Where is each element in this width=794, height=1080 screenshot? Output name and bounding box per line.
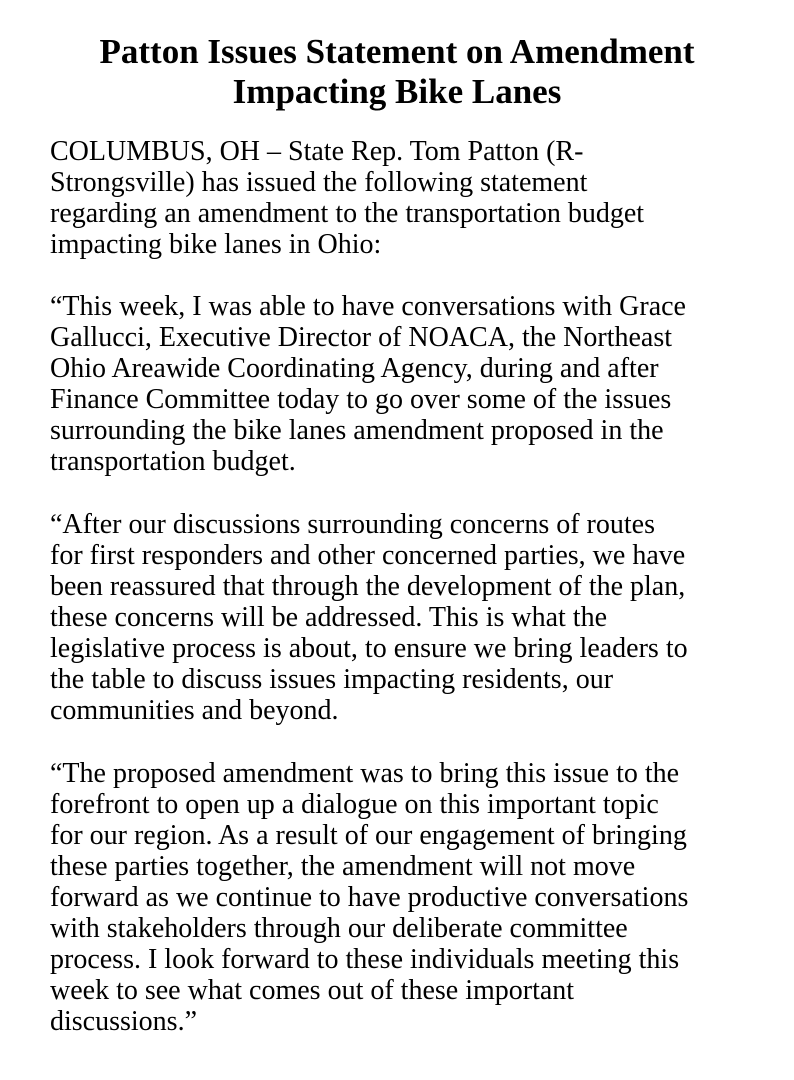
text-line: process. I look forward to these individuals meeting this (50, 944, 680, 975)
text-line: communities and beyond. (50, 695, 339, 726)
headline-line-2: Impacting Bike Lanes (232, 72, 562, 111)
text-line: been reassured that through the development of the plan, (50, 571, 686, 602)
text-line: impacting bike lanes in Ohio: (50, 229, 382, 260)
text-line: Ohio Areawide Coordinating Agency, during and after (50, 353, 659, 384)
text-line: with stakeholders through our deliberate committee (50, 913, 628, 944)
text-line: these concerns will be addressed. This is what the (50, 602, 608, 633)
text-line: for first responders and other concerned parties, we have (50, 540, 686, 571)
text-line: the table to discuss issues impacting residents, our (50, 664, 614, 695)
text-line: Gallucci, Executive Director of NOACA, the Northeast (50, 322, 673, 353)
text-line: Strongsville) has issued the following statement (50, 167, 588, 198)
text-line: forefront to open up a dialogue on this important topic (50, 789, 659, 820)
text-line: legislative process is about, to ensure we bring leaders to (50, 633, 688, 664)
text-line: these parties together, the amendment will not move (50, 851, 636, 882)
headline-line-1: Patton Issues Statement on Amendment (99, 32, 695, 71)
text-line: “The proposed amendment was to bring this issue to the (50, 758, 680, 789)
text-line: surrounding the bike lanes amendment proposed in the (50, 415, 664, 446)
text-line: week to see what comes out of these important (50, 975, 575, 1006)
text-line: COLUMBUS, OH – State Rep. Tom Patton (R- (50, 136, 584, 167)
text-line: “This week, I was able to have conversations with Grace (50, 291, 686, 322)
text-line: discussions.” (50, 1006, 197, 1037)
text-line: “After our discussions surrounding concerns of routes (50, 509, 655, 540)
text-line: forward as we continue to have productive conversations (50, 882, 689, 913)
text-line: Finance Committee today to go over some of the issues (50, 384, 672, 415)
text-line: transportation budget. (50, 446, 296, 477)
text-line: regarding an amendment to the transportation budget (50, 198, 645, 229)
text-line: for our region. As a result of our engagement of bringing (50, 820, 687, 851)
